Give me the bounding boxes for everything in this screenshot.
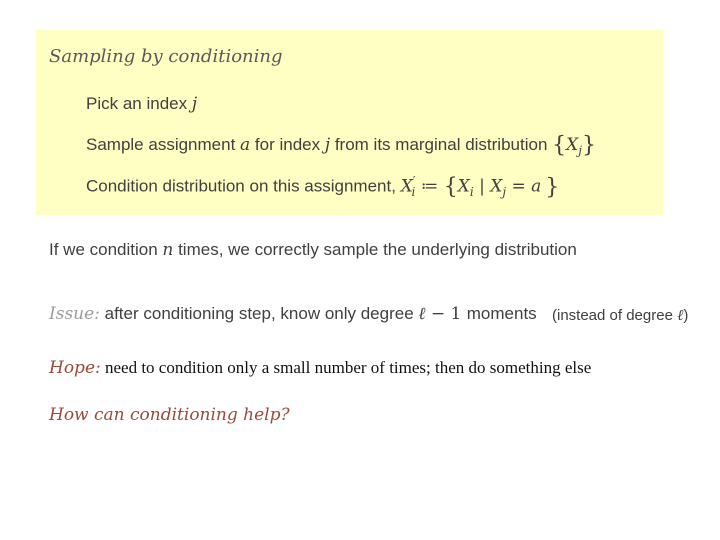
hope-label: Hope: — [49, 358, 101, 378]
var-ell: ℓ — [418, 304, 426, 324]
question-line: How can conditioning help? — [49, 405, 290, 425]
step-sample-text-a: Sample assignment — [86, 135, 241, 154]
var-j: j — [324, 135, 331, 155]
subscript-j: j — [578, 143, 582, 158]
issue-label: Issue: — [49, 304, 100, 324]
step-sample-text-b: for index — [250, 135, 325, 154]
box-title: Sampling by conditioning — [49, 46, 283, 67]
brace-open: { — [552, 133, 567, 158]
step-pick-index — [86, 94, 197, 114]
issue-aside — [552, 306, 688, 325]
subscript-i: i — [411, 185, 416, 200]
brace-close: } — [545, 174, 560, 200]
hope-line — [49, 358, 591, 378]
step-condition — [86, 174, 559, 200]
assign-symbol: ≔ — [415, 176, 444, 197]
aside-close: ) — [683, 307, 689, 324]
statement-text-b: times, we correctly sample the underlying distribution — [173, 240, 577, 259]
minus-one: − 1 — [425, 304, 467, 324]
step-pick-index-text: Pick an index — [86, 94, 192, 113]
step-sample-assignment — [86, 133, 596, 158]
brace-open: { — [443, 174, 458, 200]
prime-mark: ′ — [412, 174, 416, 188]
statement-line — [49, 240, 577, 260]
var-x: X — [490, 176, 503, 197]
var-ell: ℓ — [677, 306, 684, 324]
given-bar: | — [473, 176, 491, 197]
statement-text-a: If we condition — [49, 240, 163, 259]
brace-close: } — [581, 133, 596, 158]
subscript-i: i — [469, 185, 474, 200]
var-x: X — [457, 176, 470, 197]
equals-sign: = — [506, 176, 532, 197]
hope-text: need to condition only a small number of times; then do something else — [100, 358, 592, 377]
issue-text-a: after conditioning step, know only degree — [99, 304, 419, 323]
var-j: j — [191, 94, 198, 114]
issue-text-b: moments — [466, 304, 537, 323]
subscript-j: j — [502, 185, 507, 200]
aside-text: (instead of degree — [552, 307, 678, 324]
issue-line — [49, 304, 537, 324]
var-x-prime: X — [400, 176, 413, 197]
step-condition-text: Condition distribution on this assignment, — [86, 176, 401, 196]
var-n: n — [162, 240, 174, 260]
var-a: a — [531, 176, 542, 197]
step-sample-text-c: from its marginal distribution — [330, 135, 553, 154]
var-a: a — [240, 135, 251, 155]
var-x: X — [566, 135, 579, 155]
